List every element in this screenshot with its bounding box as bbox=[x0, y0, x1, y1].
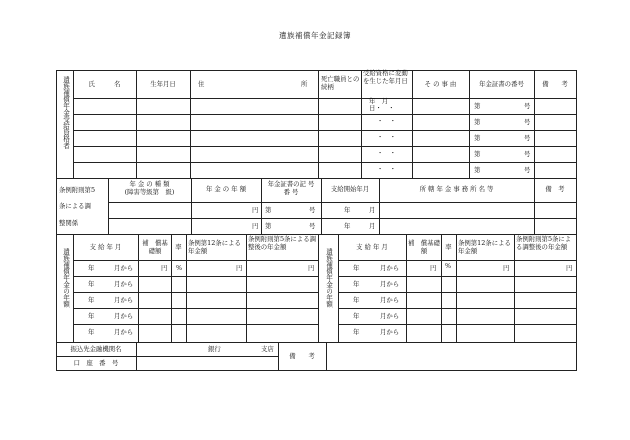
account-number-label: 口 座 番 号 bbox=[73, 359, 119, 367]
supp5-yen: 円 bbox=[308, 264, 315, 272]
period-year: 年 bbox=[88, 264, 95, 272]
period-month-from: 月から bbox=[380, 328, 400, 336]
header-qualification-date: 受給資格に変動を生じた年月日 bbox=[363, 69, 408, 85]
annual-amount-right-label: 遺族補償年金の年額 bbox=[324, 248, 333, 308]
grid-line bbox=[406, 234, 407, 342]
header-payment-period: 支 給 年 月 bbox=[89, 243, 122, 251]
period-year: 年 bbox=[353, 264, 360, 272]
grid-line bbox=[108, 218, 576, 219]
adjustment-label-line3: 整関係 bbox=[59, 219, 79, 227]
first-row-date-line1: 年 月 bbox=[369, 97, 389, 105]
cert-prefix: 第 bbox=[474, 102, 481, 110]
cert-suffix: 号 bbox=[524, 150, 531, 158]
grid-line bbox=[338, 260, 576, 261]
period-month-from: 月から bbox=[380, 296, 400, 304]
rate-percent: % bbox=[176, 264, 183, 272]
grid-line bbox=[338, 276, 576, 277]
grid-line bbox=[56, 178, 576, 179]
grid-line bbox=[514, 234, 515, 342]
page-title: 遺族補償年金記録簿 bbox=[279, 31, 351, 40]
cert-prefix: 第 bbox=[474, 134, 481, 142]
period-month-from: 月から bbox=[114, 328, 134, 336]
period-year: 年 bbox=[353, 328, 360, 336]
grid-line bbox=[73, 162, 576, 163]
art12-yen: 円 bbox=[236, 264, 243, 272]
grid-line bbox=[73, 276, 318, 277]
grid-line bbox=[456, 234, 457, 342]
header-birthdate: 生年月日 bbox=[150, 80, 176, 88]
cert-suffix: 号 bbox=[524, 166, 531, 174]
date-dots: ・ ・ bbox=[376, 149, 397, 157]
date-dots: ・ ・ bbox=[376, 165, 397, 173]
period-year: 年 bbox=[88, 296, 95, 304]
header-pension-office: 所 轄 年 金 事 務 所 名 等 bbox=[419, 185, 494, 193]
cert-prefix: 第 bbox=[474, 150, 481, 158]
header-cert-number: 年金証書の番号 bbox=[479, 80, 524, 88]
period-year: 年 bbox=[88, 328, 95, 336]
period-year: 年 bbox=[88, 312, 95, 320]
cert-go: 号 bbox=[309, 206, 316, 214]
cert-suffix: 号 bbox=[524, 118, 531, 126]
header-supp5-amount: 条例附則第5条による調整後の年金額 bbox=[516, 235, 572, 251]
grid-line bbox=[326, 342, 327, 370]
yen-unit: 円 bbox=[252, 206, 259, 214]
header-address-right: 所 bbox=[301, 80, 308, 88]
header-name: 氏 名 bbox=[88, 80, 121, 88]
recipients-section-label: 遺族補償年金受給資格者 bbox=[61, 76, 70, 149]
header-address-left: 住 bbox=[198, 80, 205, 88]
header-remarks-2: 備 考 bbox=[545, 185, 565, 193]
period-month-from: 月から bbox=[380, 264, 400, 272]
grid-line bbox=[73, 130, 576, 131]
grid-line bbox=[56, 342, 576, 343]
grid-line bbox=[73, 308, 318, 309]
grid-line bbox=[73, 260, 318, 261]
period-month-from: 月から bbox=[114, 280, 134, 288]
header-reason: そ の 事 由 bbox=[424, 80, 457, 88]
bank-suffix: 銀行 bbox=[208, 345, 221, 353]
frame-right bbox=[576, 70, 577, 371]
period-year: 年 bbox=[88, 280, 95, 288]
period-year: 年 bbox=[353, 296, 360, 304]
cert-dai: 第 bbox=[265, 222, 272, 230]
base-yen: 円 bbox=[161, 264, 168, 272]
rate-percent: % bbox=[445, 262, 452, 270]
adjustment-label-line1: 条例附則第5 bbox=[59, 186, 96, 194]
start-month: 月 bbox=[369, 206, 376, 214]
header-art12-amount: 条例第12条による年金額 bbox=[458, 239, 511, 255]
period-year: 年 bbox=[353, 280, 360, 288]
grid-line bbox=[338, 324, 576, 325]
header-base-amount: 補 償基礎額 bbox=[408, 239, 440, 255]
frame-left bbox=[56, 70, 57, 370]
frame-bottom bbox=[56, 370, 576, 371]
grid-line bbox=[338, 292, 576, 293]
bank-name-label: 振込先金融機関名 bbox=[70, 345, 122, 353]
header-payment-period: 支 給 年 月 bbox=[356, 243, 388, 251]
header-start-month: 支給開始年月 bbox=[330, 185, 370, 193]
header-pension-type: 年 金 の 種 類 bbox=[129, 180, 170, 188]
grid-line bbox=[108, 202, 576, 203]
period-month-from: 月から bbox=[114, 312, 134, 320]
cert-go: 号 bbox=[309, 222, 316, 230]
grid-line bbox=[338, 308, 576, 309]
yen-unit: 円 bbox=[252, 222, 259, 230]
start-year: 年 bbox=[344, 222, 351, 230]
period-month-from: 月から bbox=[114, 264, 134, 272]
header-rate: 率 bbox=[445, 243, 452, 251]
start-month: 月 bbox=[369, 222, 376, 230]
cert-suffix: 号 bbox=[524, 102, 531, 110]
grid-line bbox=[318, 234, 319, 342]
header-remarks: 備 考 bbox=[542, 80, 568, 88]
period-month-from: 月から bbox=[380, 312, 400, 320]
date-dots: ・ ・ bbox=[376, 133, 397, 141]
grid-line bbox=[261, 178, 262, 234]
grid-line bbox=[186, 234, 187, 342]
header-supp5-amount: 条例附則第5条による調整後の年金額 bbox=[248, 235, 316, 251]
first-row-date-line2: 日・ ・ bbox=[369, 104, 395, 112]
grid-line bbox=[73, 324, 318, 325]
date-dots: ・ ・ bbox=[376, 117, 397, 125]
header-rate: 率 bbox=[175, 243, 182, 251]
header-relation: 死亡職員との続柄 bbox=[321, 75, 360, 91]
art12-yen: 円 bbox=[503, 264, 510, 272]
header-art12-amount: 条例第12条による年金額 bbox=[188, 239, 241, 255]
cert-prefix: 第 bbox=[474, 118, 481, 126]
adjustment-label-line2: 条による調 bbox=[59, 202, 91, 210]
grid-line bbox=[73, 98, 576, 99]
grid-line bbox=[73, 292, 318, 293]
cert-suffix: 号 bbox=[524, 134, 531, 142]
cert-prefix: 第 bbox=[474, 166, 481, 174]
grid-line bbox=[73, 146, 576, 147]
period-month-from: 月から bbox=[380, 280, 400, 288]
cert-dai: 第 bbox=[265, 206, 272, 214]
base-yen: 円 bbox=[430, 264, 437, 272]
header-cert-code: 年金証書の記 号 番 号 bbox=[267, 180, 315, 196]
header-base-amount: 補 償基礎額 bbox=[142, 239, 168, 255]
pension-record-form bbox=[56, 70, 576, 370]
remarks-label: 備 考 bbox=[289, 352, 315, 360]
period-year: 年 bbox=[353, 312, 360, 320]
period-month-from: 月から bbox=[114, 296, 134, 304]
grid-line bbox=[138, 234, 139, 342]
annual-amount-left-label: 遺族補償年金の年額 bbox=[61, 248, 70, 308]
start-year: 年 bbox=[344, 206, 351, 214]
frame-top bbox=[56, 70, 576, 71]
header-pension-annual-amount: 年 金 の 年 額 bbox=[205, 185, 247, 193]
grid-line bbox=[56, 234, 576, 235]
grid-line bbox=[246, 234, 247, 342]
header-disability-grade: (障害等級第 級) bbox=[124, 188, 175, 196]
grid-line bbox=[56, 356, 278, 357]
supp5-yen: 円 bbox=[566, 264, 573, 272]
grid-line bbox=[73, 114, 576, 115]
branch-suffix: 支店 bbox=[261, 345, 274, 353]
